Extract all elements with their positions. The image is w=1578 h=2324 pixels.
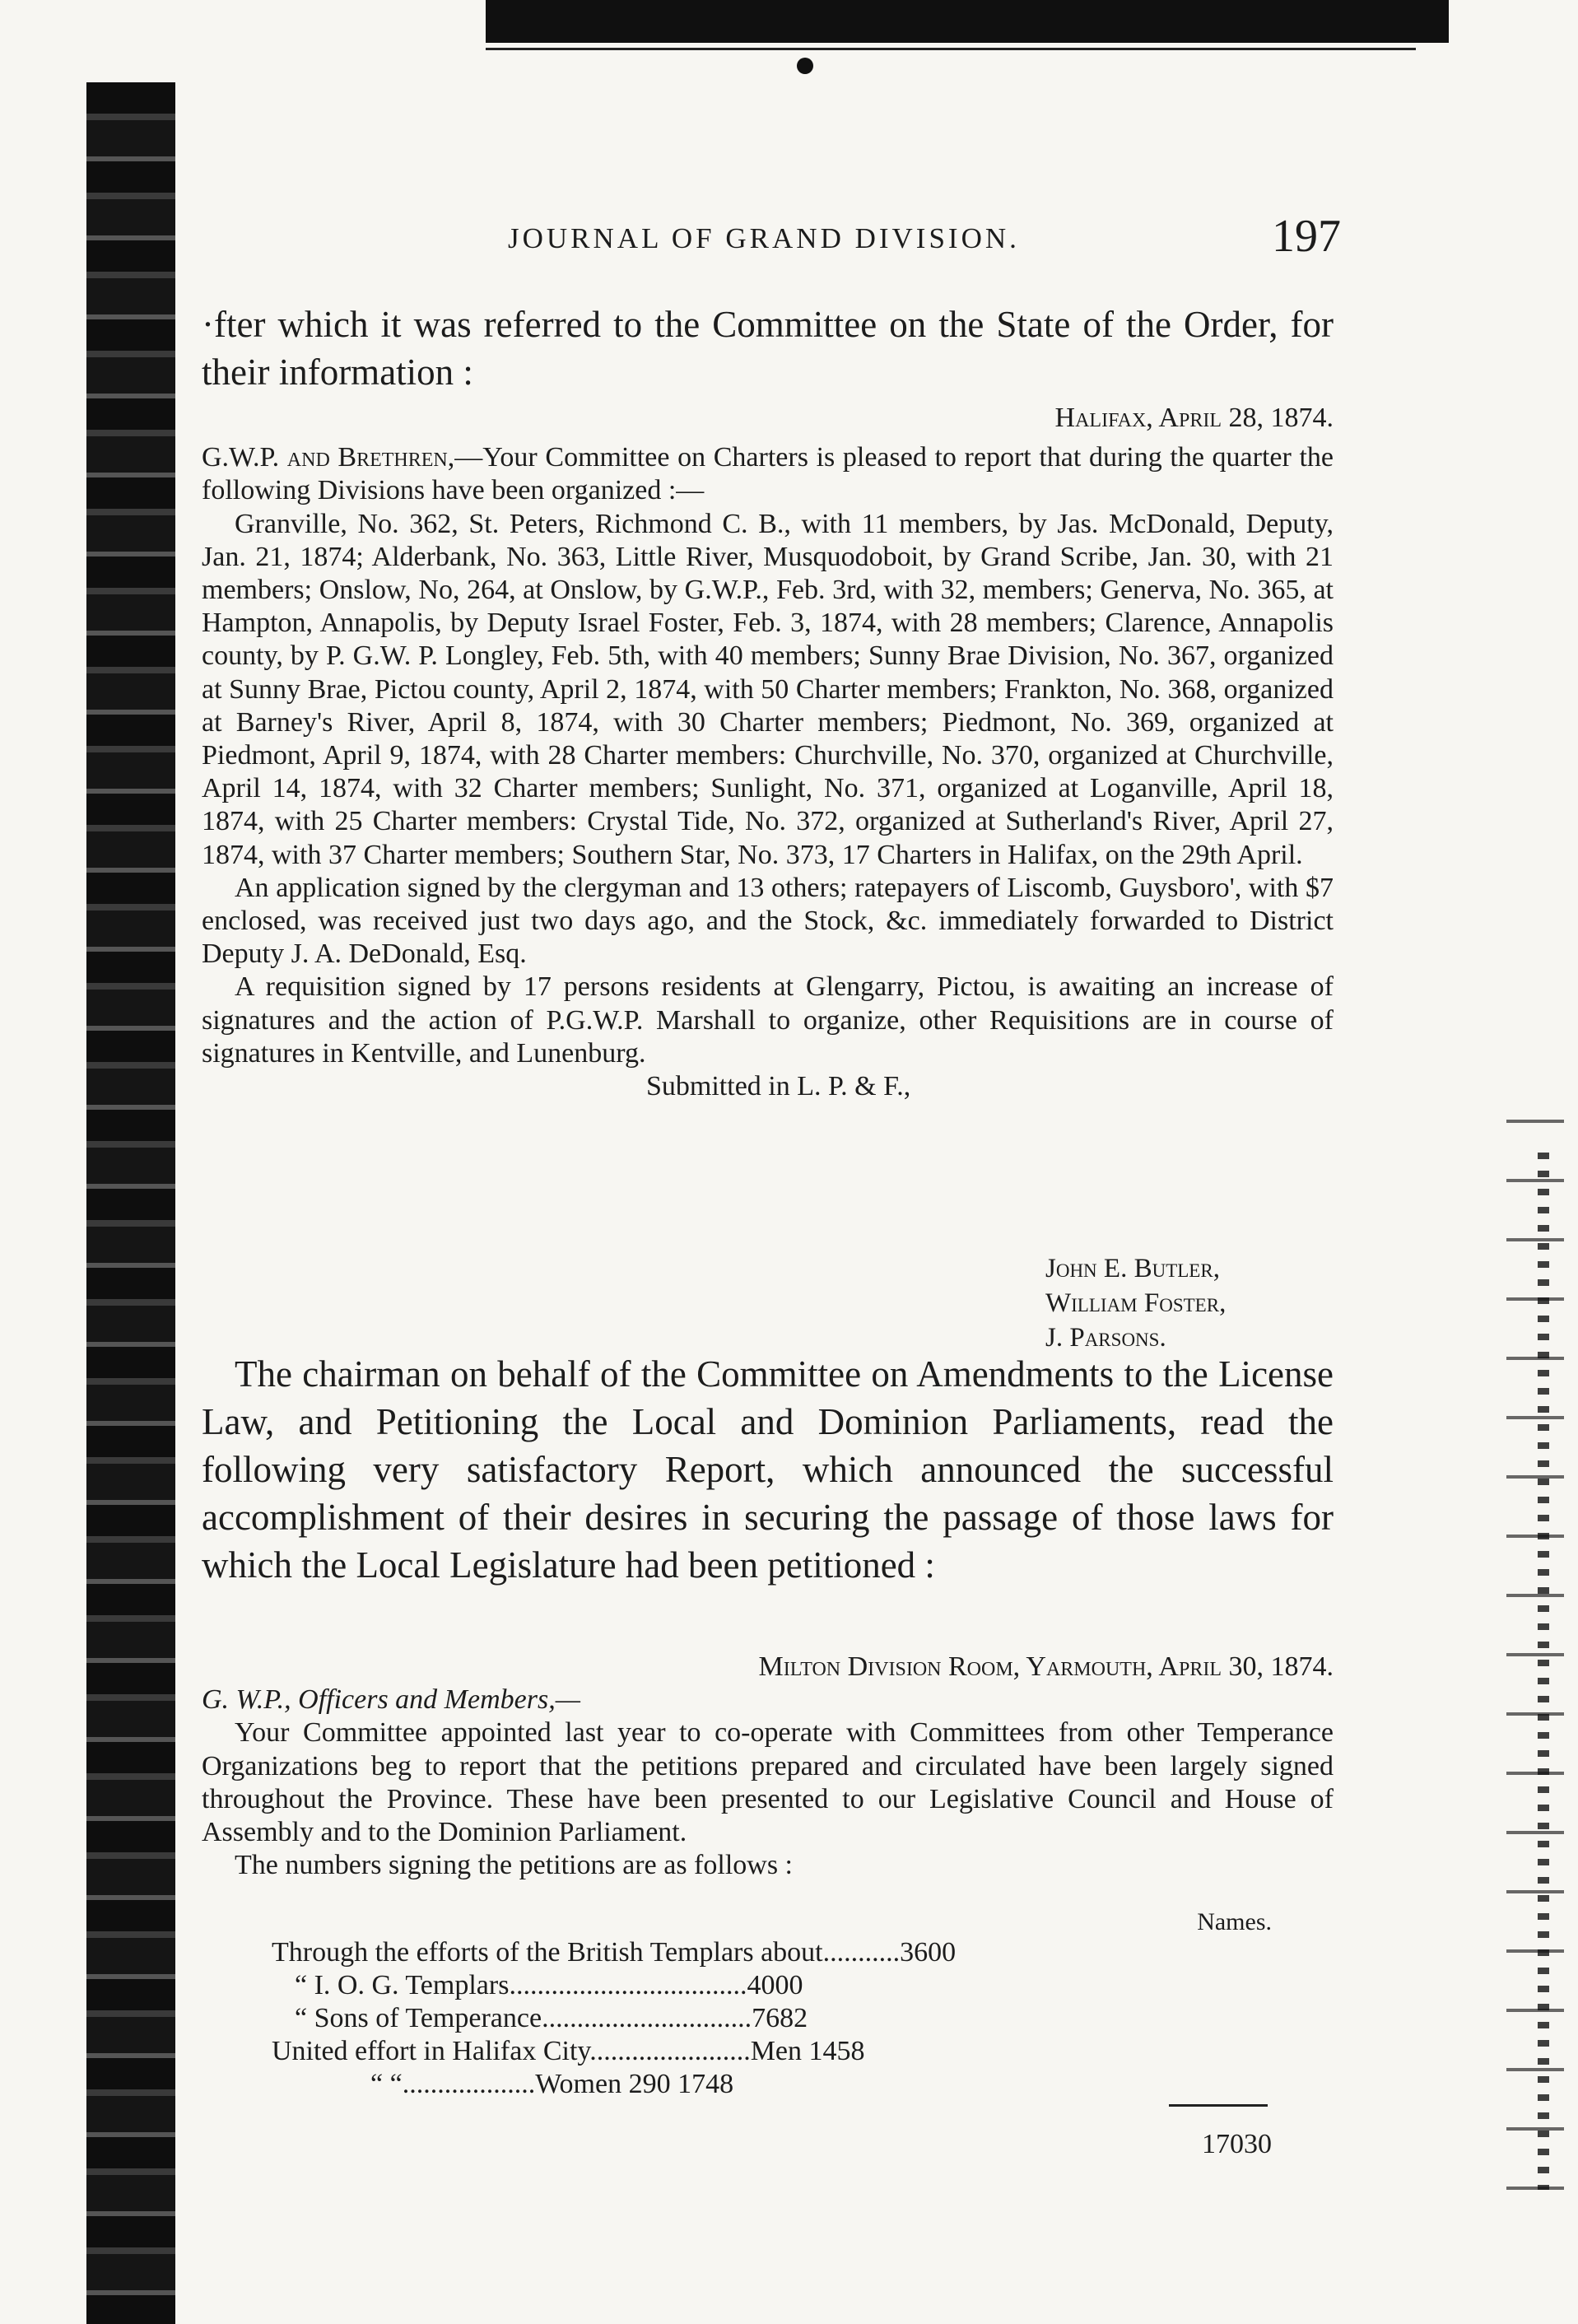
row-dots: ........... [822, 1937, 901, 1968]
charters-dateline: Halifax, April 28, 1874. [1054, 403, 1334, 433]
signatory: William Foster, [1045, 1288, 1227, 1318]
table-row [272, 1969, 1272, 2002]
scan-noise-right-2 [1538, 1153, 1549, 2190]
charters-report [202, 402, 1334, 1103]
scan-noise-right [1506, 1095, 1564, 2206]
row-value: 3600 [900, 1937, 957, 1968]
row-dots: ....................... [589, 2036, 751, 2066]
scan-edge-top [486, 0, 1449, 43]
charters-list: Granville, No. 362, St. Peters, Richmond C. B., with 11 members, by Jas. McDonald, Deputy, Jan. 21, 1874; Alderbank, No. 363, Little River, Musquodoboit, by Grand Scribe, Jan. 30, with 21 members; Onslow, No, 264, at Onslow, by G.W.P., Feb. 3rd, with 32, members; Generva, No. 365, at Hampton, Annapolis, by Deputy Israel Foster, Feb. 3, 1874, with 28 members; Clarence, Annapolis county, by P. G.W. P. Longley, Feb. 5th, with 40 members; Sunny Brae Division, No. 367, organized at Sunny Brae, Pictou county, April 2, 1874, with 50 Charter members; Frankton, No. 368, organized at Barney's River, April 8, 1874, with 30 Charter members; Piedmont, No. 369, organized at Piedmont, April 9, 1874, with 28 Charter members: Churchville, No. 370, organized at Churchville, April 14, 1874, with 32 Charter members; Sunlight, No. 371, organized at Loganville, April 18, 1874, with 25 Charter members: Crystal Tide, No. 372, organized at Sutherland's River, April 27, 1874, with 37 Charter members; Southern Star, No. 373, 17 Charters in Halifax, on the 29th April. [202, 508, 1334, 870]
row-label: Through the efforts of the British Templars about [272, 1937, 823, 1968]
petition-table [272, 1908, 1272, 2161]
row-dots: .................................. [509, 1970, 747, 2000]
total-rule [1169, 2104, 1268, 2107]
charters-body: —Your Committee on Charters is pleased to report that during the quarter the following Divisions have been organized :— [202, 442, 1334, 506]
row-label: “ I. O. G. Templars [295, 1970, 510, 2000]
running-header: JOURNAL OF GRAND DIVISION. [508, 222, 1020, 254]
row-value: Women 290 1748 [535, 2069, 734, 2099]
scan-edge-left [86, 82, 175, 2324]
row-dots: ................... [402, 2069, 536, 2099]
ink-blot [797, 58, 813, 74]
row-label: “ Sons of Temperance [295, 2003, 542, 2033]
signatory: John E. Butler, [1045, 1254, 1220, 1283]
row-value: 7682 [752, 2003, 808, 2033]
page-number: 197 [1272, 211, 1341, 262]
charters-opening [202, 441, 1334, 507]
amendments-report [202, 1651, 1334, 1882]
table-row [272, 2035, 1272, 2068]
rule-top [486, 48, 1416, 50]
intro-paragraph: ·fter which it was referred to the Committee on the State of the Order, for their information : [202, 304, 1334, 393]
signatory: J. Parsons. [1045, 1323, 1166, 1353]
names-column-header: Names. [1197, 1908, 1272, 1935]
table-row [272, 2068, 1272, 2101]
table-row [272, 1936, 1272, 1969]
signatories [1045, 1251, 1226, 1355]
liscomb-paragraph: An application signed by the clergyman and 13 others; ratepayers of Liscomb, Guysboro', with $7 enclosed, was received just two days ago, and the Stock, &c. immediately forwarded to District Deputy J. A. DeDonald, Esq. [202, 872, 1334, 970]
row-value: 4000 [747, 1970, 803, 2000]
row-dots: .............................. [542, 2003, 752, 2033]
charters-salutation: G.W.P. and Brethren, [202, 442, 455, 473]
glengarry-paragraph: A requisition signed by 17 persons residents at Glengarry, Pictou, is awaiting an increase of signatures and the action of P.G.W.P. Marshall to organize, other Requisitions are in course of signatures in Kentville, and Lunenburg. [202, 971, 1334, 1069]
submitted-line: Submitted in L. P. & F., [646, 1071, 911, 1102]
amendments-body: Your Committee appointed last year to co-operate with Committees from other Temperance Organizations beg to report that the petitions prepared and circulated have been largely signed throughout the Province. These have been presented to our Legislative Council and House of Assembly and to the Dominion Parliament. [202, 1717, 1334, 1848]
amendments-dateline: Milton Division Room, Yarmouth, April 30, 1874. [758, 1651, 1334, 1682]
amendments-salutation: G. W.P., Officers and Members,— [202, 1684, 580, 1716]
row-label: “ “ [370, 2069, 403, 2099]
total-value: 17030 [1202, 2129, 1272, 2159]
table-row [272, 2002, 1272, 2035]
row-value: Men 1458 [750, 2036, 865, 2066]
chairman-paragraph: The chairman on behalf of the Committee on Amendments to the License Law, and Petitioning the Local and Dominion Parliaments, read the following very satisfactory Report, which announced the successful accomplishment of their desires in securing the passage of those laws for which the Local Legislature had been petitioned : [202, 1353, 1334, 1586]
numbers-intro: The numbers signing the petitions are as follows : [235, 1850, 793, 1881]
row-label: United effort in Halifax City [272, 2036, 590, 2066]
